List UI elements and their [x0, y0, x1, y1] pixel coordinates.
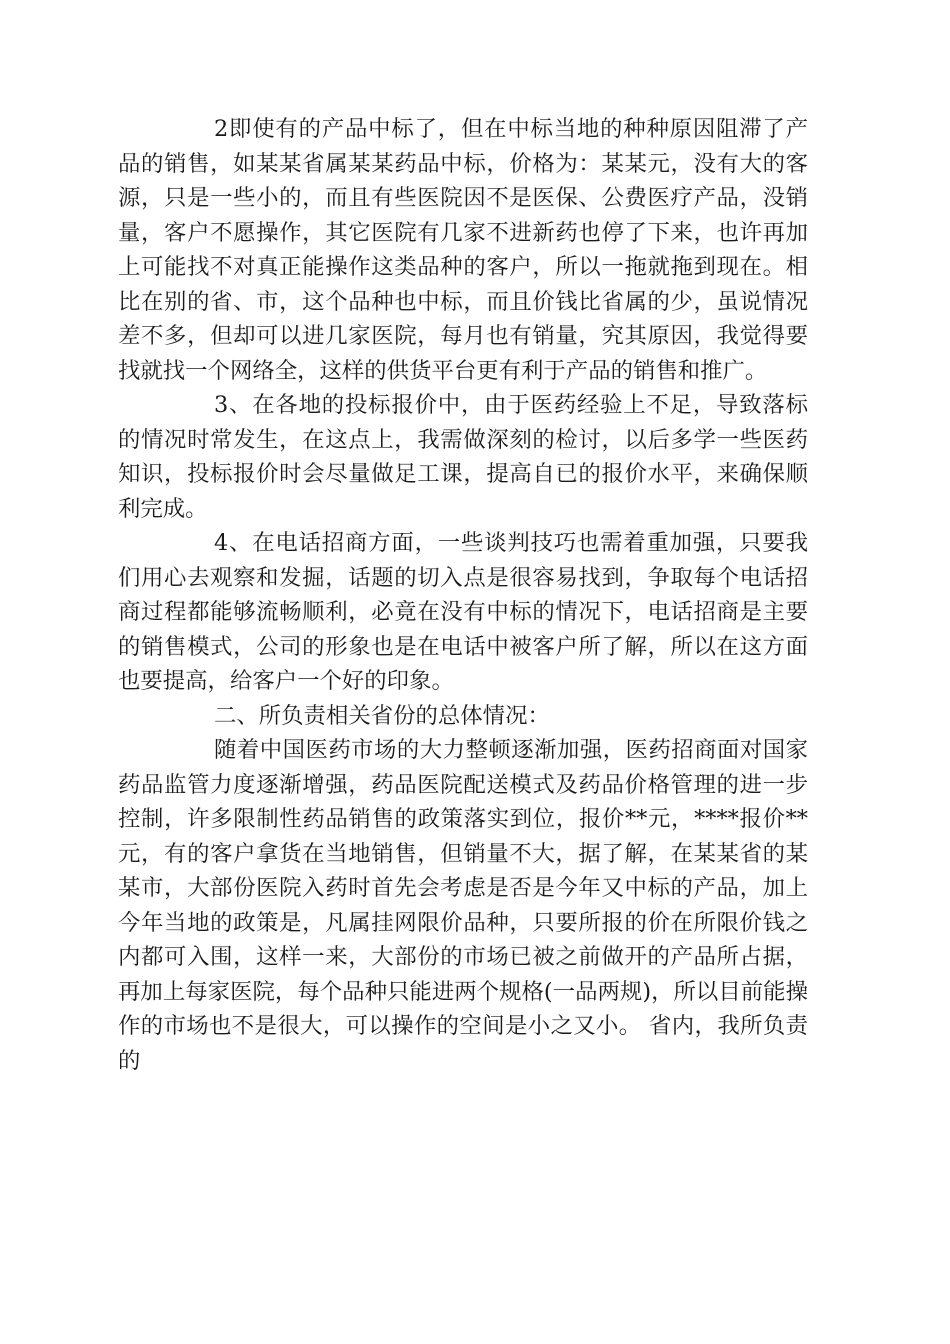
paragraph-market-overview: 随着中国医药市场的大力整顿逐渐加强，医药招商面对国家药品监管力度逐渐增强，药品医院配送模式及药品价格管理的进一步控制，许多限制性药品销售的政策落实到位，报价**元，****报价**元，有的客户拿货在当地销售，但销量不大，据了解，在某某省的某某市，大部份医院入药时首先会考虑是否是今年又中标的产品，加上今年当地的政策是，凡属挂网限价品种，只要所报的价在所限价钱之内都可入围，这样一来，大部份的市场已被之前做开的产品所占据，再加上每家医院，每个品种只能进两个规格(一品两规)，所以目前能操作的市场也不是很大，可以操作的空间是小之又小。 省内，我所负责的 [118, 737, 808, 1074]
document-body [118, 112, 808, 1078]
paragraph-bid-issues: 2即使有的产品中标了，但在中标当地的种种原因阻滞了产品的销售，如某某省属某某药品中标，价格为：某某元，没有大的客源，只是一些小的，而且有些医院因不是医保、公费医疗产品，没销量，客户不愿操作，其它医院有几家不进新药也停了下来，也许再加上可能找不对真正能操作这类品种的客户，所以一拖就拖到现在。相比在别的省、市，这个品种也中标，而且价钱比省属的少，虽说情况差不多，但却可以进几家医院，每月也有销量，究其原因，我觉得要找就找一个网络全，这样的供货平台更有利于产品的销售和推广。 [118, 116, 808, 384]
section-heading-provinces: 二、所负责相关省份的总体情况： [214, 702, 550, 729]
paragraph-phone-sales: 4、在电话招商方面，一些谈判技巧也需着重加强，只要我们用心去观察和发掘，话题的切入点是很容易找到，争取每个电话招商过程都能够流畅顺利，必竟在没有中标的情况下，电话招商是主要的销售模式，公司的形象也是在电话中被客户所了解，所以在这方面也要提高，给客户一个好的印象。 [118, 530, 808, 694]
paragraph-bidding-pricing: 3、在各地的投标报价中，由于医药经验上不足，导致落标的情况时常发生，在这点上，我需做深刻的检讨，以后多学一些医药知识，投标报价时会尽量做足工课，提高自已的报价水平，来确保顺利完成。 [118, 392, 808, 522]
